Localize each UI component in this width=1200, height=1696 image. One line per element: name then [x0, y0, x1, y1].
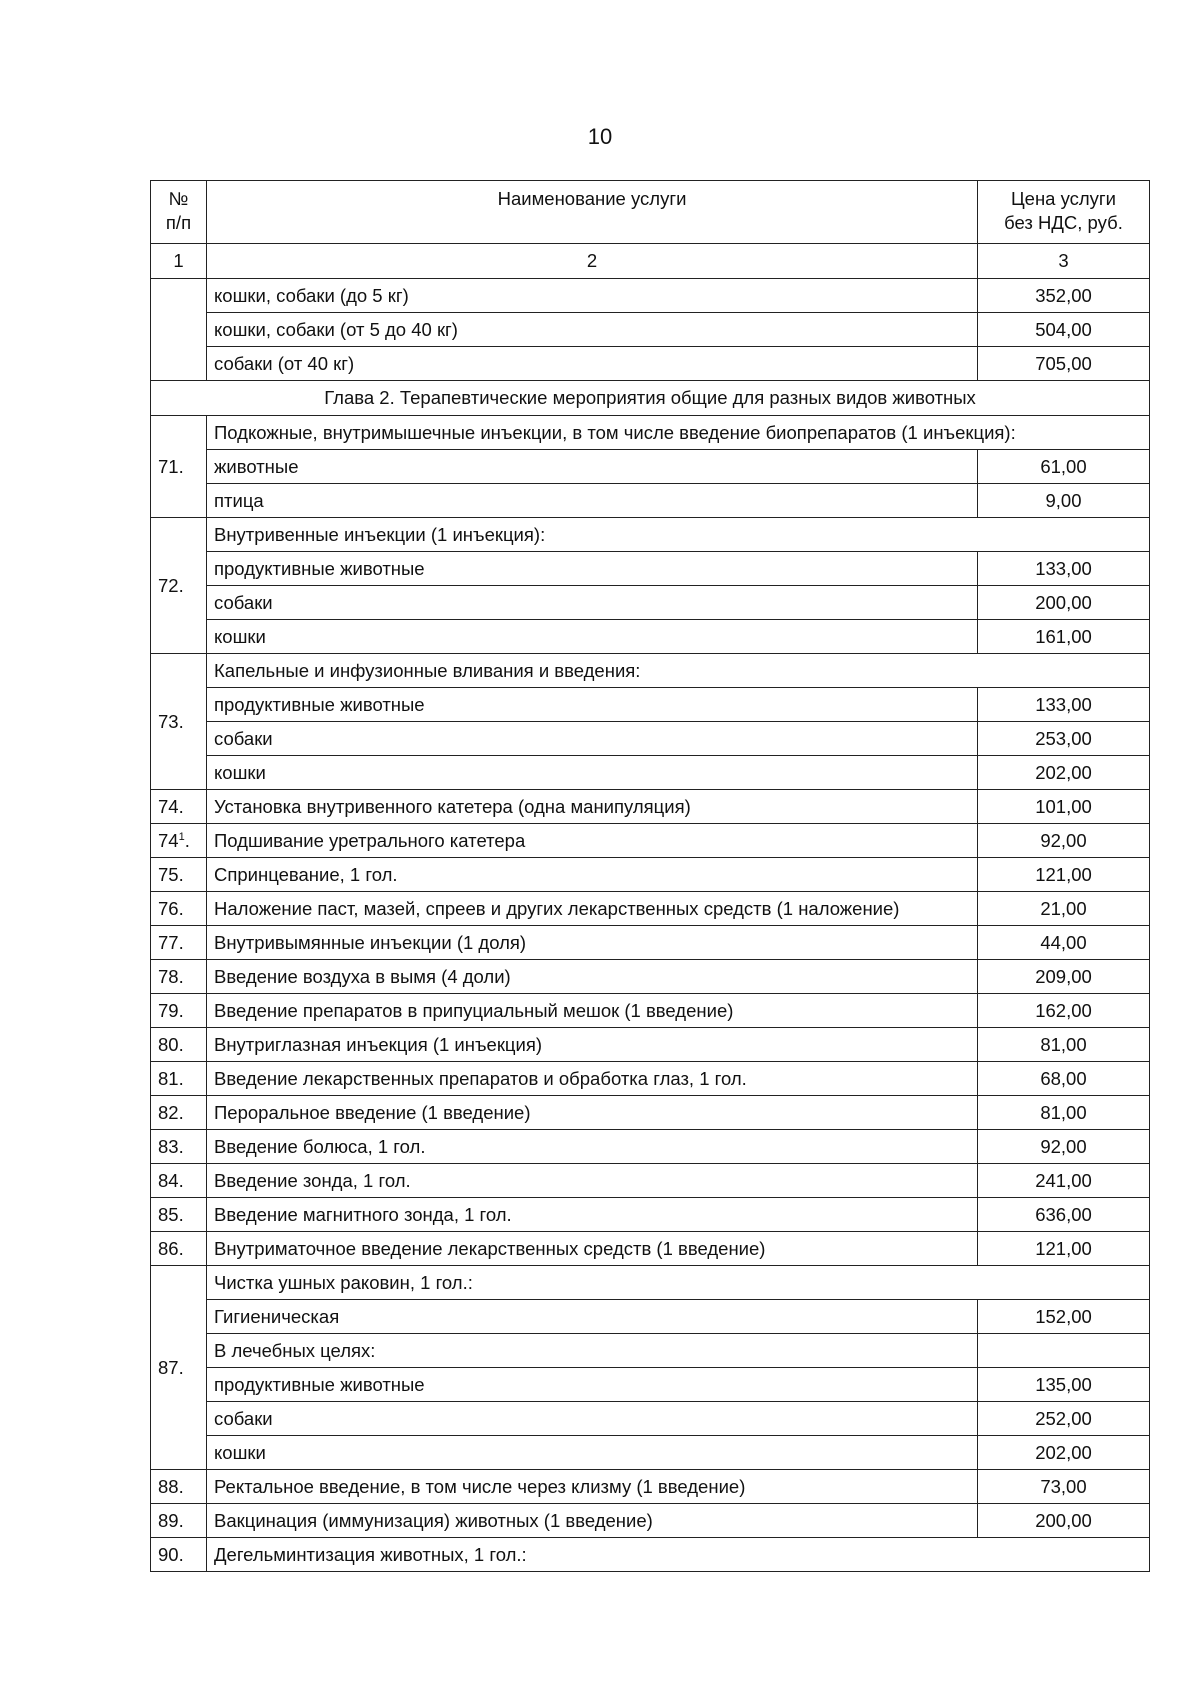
service-name: животные — [207, 450, 978, 484]
table-row — [151, 1232, 1150, 1266]
service-name: кошки, собаки (до 5 кг) — [207, 279, 978, 313]
row-number: 78. — [151, 960, 207, 994]
column-number: 1 — [151, 244, 207, 279]
row-number: 87. — [151, 1266, 207, 1470]
service-price: 133,00 — [978, 688, 1150, 722]
table-row — [151, 416, 1150, 450]
service-name: Наложение паст, мазей, спреев и других лекарственных средств (1 наложение) — [207, 892, 978, 926]
service-name: Пероральное введение (1 введение) — [207, 1096, 978, 1130]
service-name: продуктивные животные — [207, 552, 978, 586]
row-number: 74. — [151, 790, 207, 824]
service-price: 9,00 — [978, 484, 1150, 518]
table-row — [151, 722, 1150, 756]
service-name: Вакцинация (иммунизация) животных (1 введение) — [207, 1504, 978, 1538]
service-name: Внутриматочное введение лекарственных средств (1 введение) — [207, 1232, 978, 1266]
table-row — [151, 313, 1150, 347]
service-name: кошки — [207, 1436, 978, 1470]
service-group-title: Чистка ушных раковин, 1 гол.: — [207, 1266, 1150, 1300]
service-name: собаки — [207, 1402, 978, 1436]
row-number — [151, 279, 207, 381]
row-number: 72. — [151, 518, 207, 654]
row-number: 79. — [151, 994, 207, 1028]
service-price: 504,00 — [978, 313, 1150, 347]
service-name: птица — [207, 484, 978, 518]
table-row — [151, 1538, 1150, 1572]
service-name: кошки — [207, 756, 978, 790]
table-row — [151, 1096, 1150, 1130]
row-number: 82. — [151, 1096, 207, 1130]
table-row — [151, 960, 1150, 994]
table-row — [151, 518, 1150, 552]
service-price: 252,00 — [978, 1402, 1150, 1436]
service-name: собаки — [207, 586, 978, 620]
service-name: кошки, собаки (от 5 до 40 кг) — [207, 313, 978, 347]
service-price: 705,00 — [978, 347, 1150, 381]
service-price: 101,00 — [978, 790, 1150, 824]
service-price: 135,00 — [978, 1368, 1150, 1402]
service-name: Введение лекарственных препаратов и обработка глаз, 1 гол. — [207, 1062, 978, 1096]
table-row — [151, 1368, 1150, 1402]
service-price: 92,00 — [978, 1130, 1150, 1164]
service-group-title: Подкожные, внутримышечные инъекции, в том числе введение биопрепаратов (1 инъекция): — [207, 416, 1150, 450]
chapter-title: Глава 2. Терапевтические мероприятия общие для разных видов животных — [151, 381, 1150, 416]
service-name: продуктивные животные — [207, 688, 978, 722]
service-price: 73,00 — [978, 1470, 1150, 1504]
service-price: 21,00 — [978, 892, 1150, 926]
table-row — [151, 994, 1150, 1028]
service-name: Введение магнитного зонда, 1 гол. — [207, 1198, 978, 1232]
service-price — [978, 1334, 1150, 1368]
service-price: 133,00 — [978, 552, 1150, 586]
row-number: 76. — [151, 892, 207, 926]
service-price: 162,00 — [978, 994, 1150, 1028]
service-price: 92,00 — [978, 824, 1150, 858]
service-price: 241,00 — [978, 1164, 1150, 1198]
row-number: 73. — [151, 654, 207, 790]
service-name: Введение воздуха в вымя (4 доли) — [207, 960, 978, 994]
table-row — [151, 1198, 1150, 1232]
header-service-name: Наименование услуги — [207, 181, 978, 244]
table-row — [151, 756, 1150, 790]
service-name: Введение препаратов в припуциальный мешок (1 введение) — [207, 994, 978, 1028]
column-numbers-row — [151, 244, 1150, 279]
service-price: 352,00 — [978, 279, 1150, 313]
table-row — [151, 1300, 1150, 1334]
service-price: 636,00 — [978, 1198, 1150, 1232]
table-row — [151, 654, 1150, 688]
service-name: Введение болюса, 1 гол. — [207, 1130, 978, 1164]
price-table — [150, 180, 1150, 1572]
service-price: 81,00 — [978, 1028, 1150, 1062]
table-row — [151, 1334, 1150, 1368]
row-number: 85. — [151, 1198, 207, 1232]
table-header-row — [151, 181, 1150, 244]
service-price: 81,00 — [978, 1096, 1150, 1130]
page-number: 10 — [587, 124, 613, 149]
table-row — [151, 688, 1150, 722]
table-row — [151, 586, 1150, 620]
table-row — [151, 347, 1150, 381]
row-number: 83. — [151, 1130, 207, 1164]
service-price: 152,00 — [978, 1300, 1150, 1334]
table-row — [151, 1164, 1150, 1198]
service-name: В лечебных целях: — [207, 1334, 978, 1368]
service-name: Установка внутривенного катетера (одна манипуляция) — [207, 790, 978, 824]
table-row — [151, 279, 1150, 313]
service-name: Ректальное введение, в том числе через клизму (1 введение) — [207, 1470, 978, 1504]
service-group-title: Дегельминтизация животных, 1 гол.: — [207, 1538, 1150, 1572]
service-price: 61,00 — [978, 450, 1150, 484]
row-number: 71. — [151, 416, 207, 518]
row-number: 77. — [151, 926, 207, 960]
service-name: продуктивные животные — [207, 1368, 978, 1402]
service-price: 202,00 — [978, 1436, 1150, 1470]
row-number: 90. — [151, 1538, 207, 1572]
service-name: Внутриглазная инъекция (1 инъекция) — [207, 1028, 978, 1062]
row-number: 88. — [151, 1470, 207, 1504]
service-group-title: Капельные и инфузионные вливания и введения: — [207, 654, 1150, 688]
service-name: Гигиеническая — [207, 1300, 978, 1334]
row-number: 86. — [151, 1232, 207, 1266]
header-price: Цена услуги без НДС, руб. — [978, 181, 1150, 244]
table-row — [151, 1436, 1150, 1470]
service-price: 161,00 — [978, 620, 1150, 654]
service-name: собаки — [207, 722, 978, 756]
service-price: 44,00 — [978, 926, 1150, 960]
table-row — [151, 892, 1150, 926]
service-name: Введение зонда, 1 гол. — [207, 1164, 978, 1198]
chapter-row — [151, 381, 1150, 416]
table-row — [151, 1504, 1150, 1538]
service-group-title: Внутривенные инъекции (1 инъекция): — [207, 518, 1150, 552]
service-name: кошки — [207, 620, 978, 654]
table-row — [151, 1266, 1150, 1300]
row-number: 80. — [151, 1028, 207, 1062]
service-price: 121,00 — [978, 1232, 1150, 1266]
table-row — [151, 1130, 1150, 1164]
service-price: 209,00 — [978, 960, 1150, 994]
service-price: 200,00 — [978, 1504, 1150, 1538]
table-row — [151, 1028, 1150, 1062]
table-row — [151, 1402, 1150, 1436]
service-price: 121,00 — [978, 858, 1150, 892]
header-number: № п/п — [151, 181, 207, 244]
column-number: 2 — [207, 244, 978, 279]
table-row — [151, 484, 1150, 518]
table-row — [151, 858, 1150, 892]
table-row — [151, 620, 1150, 654]
row-number: 84. — [151, 1164, 207, 1198]
service-price: 202,00 — [978, 756, 1150, 790]
service-price: 253,00 — [978, 722, 1150, 756]
table-row — [151, 1062, 1150, 1096]
table-row — [151, 824, 1150, 858]
service-name: Внутривымянные инъекции (1 доля) — [207, 926, 978, 960]
row-number: 89. — [151, 1504, 207, 1538]
row-number: 81. — [151, 1062, 207, 1096]
column-number: 3 — [978, 244, 1150, 279]
row-number: $74^1$. — [151, 824, 207, 858]
table-row — [151, 926, 1150, 960]
table-row — [151, 552, 1150, 586]
service-price: 200,00 — [978, 586, 1150, 620]
service-name: Подшивание уретрального катетера — [207, 824, 978, 858]
row-number: 75. — [151, 858, 207, 892]
table-row — [151, 790, 1150, 824]
table-row — [151, 1470, 1150, 1504]
service-name: Спринцевание, 1 гол. — [207, 858, 978, 892]
service-price: 68,00 — [978, 1062, 1150, 1096]
service-name: собаки (от 40 кг) — [207, 347, 978, 381]
table-row — [151, 450, 1150, 484]
